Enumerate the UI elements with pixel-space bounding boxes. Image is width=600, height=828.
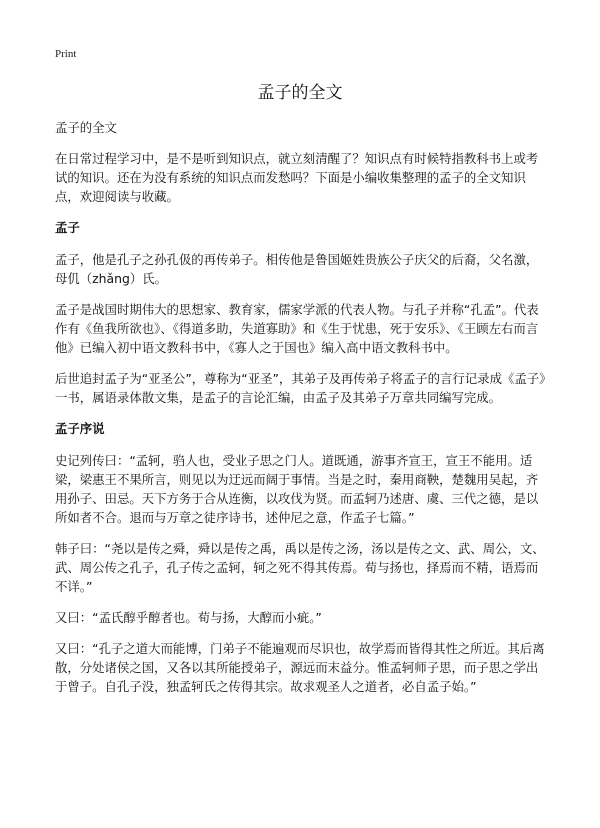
paragraph: 后世追封孟子为“亚圣公”，尊称为“亚圣”，其弟子及再传弟子将孟子的言行记录成《孟子》一书，属语录体散文集，是孟子的言论汇编，由孟子及其弟子万章共同编写完成。 [55,371,546,405]
section-heading-preface: 孟子序说 [55,421,105,436]
article-subtitle: 孟子的全文 [55,120,117,135]
section-heading-mencius: 孟子 [55,220,80,235]
paragraph: 孟子是战国时期伟大的思想家、教育家，儒家学派的代表人物。与孔子并称“孔孟”。代表作有《鱼我所欲也》、《得道多助，失道寡助》和《生于忧患，死于安乐》、《王顾左右而言他》已编入初中语文教科书中，《寡人之于国也》编入高中语文教科书中。 [55,302,539,355]
paragraph: 又曰：“孟氏醇乎醇者也。荀与扬，大醇而小疵。” [55,610,322,625]
print-link[interactable]: Print [55,48,77,60]
paragraph: 史记列传曰：“孟轲，驺人也，受业子思之门人。道既通，游事齐宣王，宣王不能用。适梁，梁惠王不果所言，则见以为迂远而阔于事情。当是之时，秦用商鞅，楚魏用吴起，齐用孙子、田忌。天下方务于合从连衡，以攻伐为贤。而孟轲乃述唐、虞、三代之德，是以所如者不合。退而与万章之徒序诗书，述仲尼之意，作孟子七篇。” [55,453,539,525]
article-body [55,118,547,708]
intro-paragraph: 在日常过程学习中，是不是听到知识点，就立刻清醒了？知识点有时候特指教科书上或考试的知识。还在为没有系统的知识点而发愁吗？下面是小编收集整理的孟子的全文知识点，欢迎阅读与收藏。 [55,151,539,204]
paragraph: 孟子，他是孔子之孙孔伋的再传弟子。相传他是鲁国姬姓贵族公子庆父的后裔，父名激，母仉（zhǎng）氏。 [55,252,539,286]
page-title: 孟子的全文 [257,83,343,103]
paragraph: 韩子曰：“尧以是传之舜，舜以是传之禹，禹以是传之汤，汤以是传之文、武、周公，文、武、周公传之孔子，孔子传之孟轲，轲之死不得其传焉。荀与扬也，择焉而不精，语焉而不详。” [55,541,545,594]
paragraph: 又曰：“孔子之道大而能博，门弟子不能遍观而尽识也，故学焉而皆得其性之所近。其后离散，分处诸侯之国，又各以其所能授弟子，源远而末益分。惟孟轲师子思，而子思之学出于曾子。自孔子没，独孟轲氏之传得其宗。故求观圣人之道者，必自孟子始。” [55,641,545,694]
